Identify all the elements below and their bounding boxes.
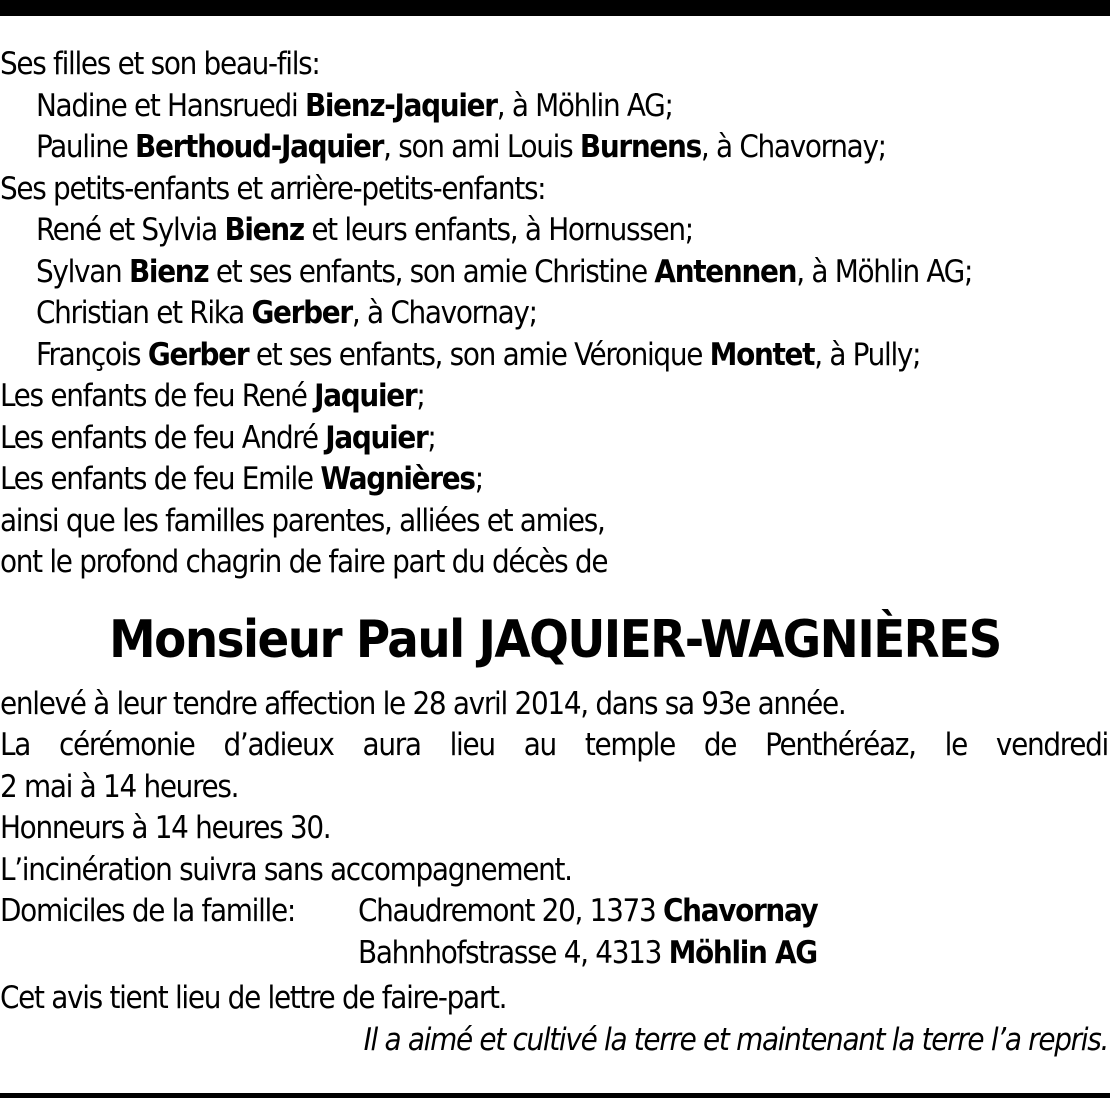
family-name: Bienz	[128, 253, 209, 290]
cremation-line: L’incinération suivra sans accompagnement.	[0, 851, 572, 888]
notice-line: Cet avis tient lieu de lettre de faire-part.	[0, 980, 507, 1016]
deceased-name: Monsieur Paul JAQUIER-WAGNIÈRES	[109, 609, 1001, 670]
family-name: Gerber	[147, 336, 249, 373]
place-name: Chavornay	[662, 893, 818, 929]
family-name: Antennen	[654, 253, 797, 290]
family-name: Bienz	[224, 212, 304, 248]
ceremony-word: temple	[584, 727, 675, 763]
ceremony-word: vendredi	[995, 727, 1108, 763]
family-name: Jaquier	[314, 378, 417, 414]
ceremony-word: au	[523, 727, 556, 763]
ceremony-word: La	[0, 727, 31, 763]
family-name: Wagnières	[320, 461, 475, 497]
ceremony-word: le	[944, 727, 967, 763]
family-line: Sylvan Bienz et ses enfants, son amie Christine Antennen, à Möhlin AG;	[36, 253, 973, 290]
family-line: Christian et Rika Gerber, à Chavornay;	[36, 295, 537, 331]
address: Bahnhofstrasse 4, 4313	[358, 934, 669, 971]
ceremony-word: lieu	[449, 727, 495, 763]
family-line: Les enfants de feu René Jaquier;	[0, 378, 425, 414]
family-name: Berthoud-Jaquier	[135, 129, 384, 165]
obituary-notice	[0, 44, 1110, 1061]
announce-line: ont le profond chagrin de faire part du décès de	[0, 544, 608, 580]
family-name: Montet	[709, 336, 815, 373]
grandchildren-heading: Ses petits-enfants et arrière-petits-enfants:	[0, 170, 546, 207]
family-name: Bienz-Jaquier	[304, 87, 497, 124]
ceremony-word: aura	[362, 727, 421, 763]
ceremony-date-line: 2 mai à 14 heures.	[0, 768, 239, 805]
top-rule	[0, 0, 1110, 16]
family-line: Les enfants de feu André Jaquier;	[0, 419, 436, 456]
daughters-heading: Ses filles et son beau-fils:	[0, 46, 320, 82]
family-line: Pauline Berthoud-Jaquier, son ami Louis Burnens, à Chavornay;	[36, 129, 886, 165]
place-name: Möhlin AG	[668, 934, 817, 971]
domiciles-label: Domiciles de la famille:	[0, 893, 295, 929]
ceremony-line	[0, 725, 1108, 767]
family-name: Gerber	[251, 295, 352, 331]
family-line: François Gerber et ses enfants, son amie Véronique Montet, à Pully;	[36, 336, 921, 373]
death-date-line: enlevé à leur tendre affection le 28 avril 2014, dans sa 93e année.	[0, 685, 846, 722]
closing-quote: Il a aimé et cultivé la terre et maintenant la terre l’a repris.	[363, 1021, 1108, 1058]
domicile-line	[0, 891, 1110, 933]
family-line: René et Sylvia Bienz et leurs enfants, à Hornussen;	[36, 212, 693, 248]
family-line: Nadine et Hansruedi Bienz-Jaquier, à Möhlin AG;	[36, 87, 673, 124]
address: Chaudremont 20, 1373	[358, 893, 663, 929]
ceremony-word: Penthéréaz,	[765, 727, 916, 763]
family-name: Burnens	[579, 129, 701, 165]
family-line: Les enfants de feu Emile Wagnières;	[0, 461, 483, 497]
families-line: ainsi que les familles parentes, alliées et amies,	[0, 502, 605, 539]
domicile-line	[0, 933, 1110, 975]
honours-line: Honneurs à 14 heures 30.	[0, 810, 331, 846]
bottom-rule	[0, 1093, 1110, 1098]
ceremony-word: d’adieux	[223, 727, 334, 763]
ceremony-word: de	[703, 727, 737, 763]
family-name: Jaquier	[325, 419, 428, 456]
ceremony-word: cérémonie	[58, 727, 195, 763]
